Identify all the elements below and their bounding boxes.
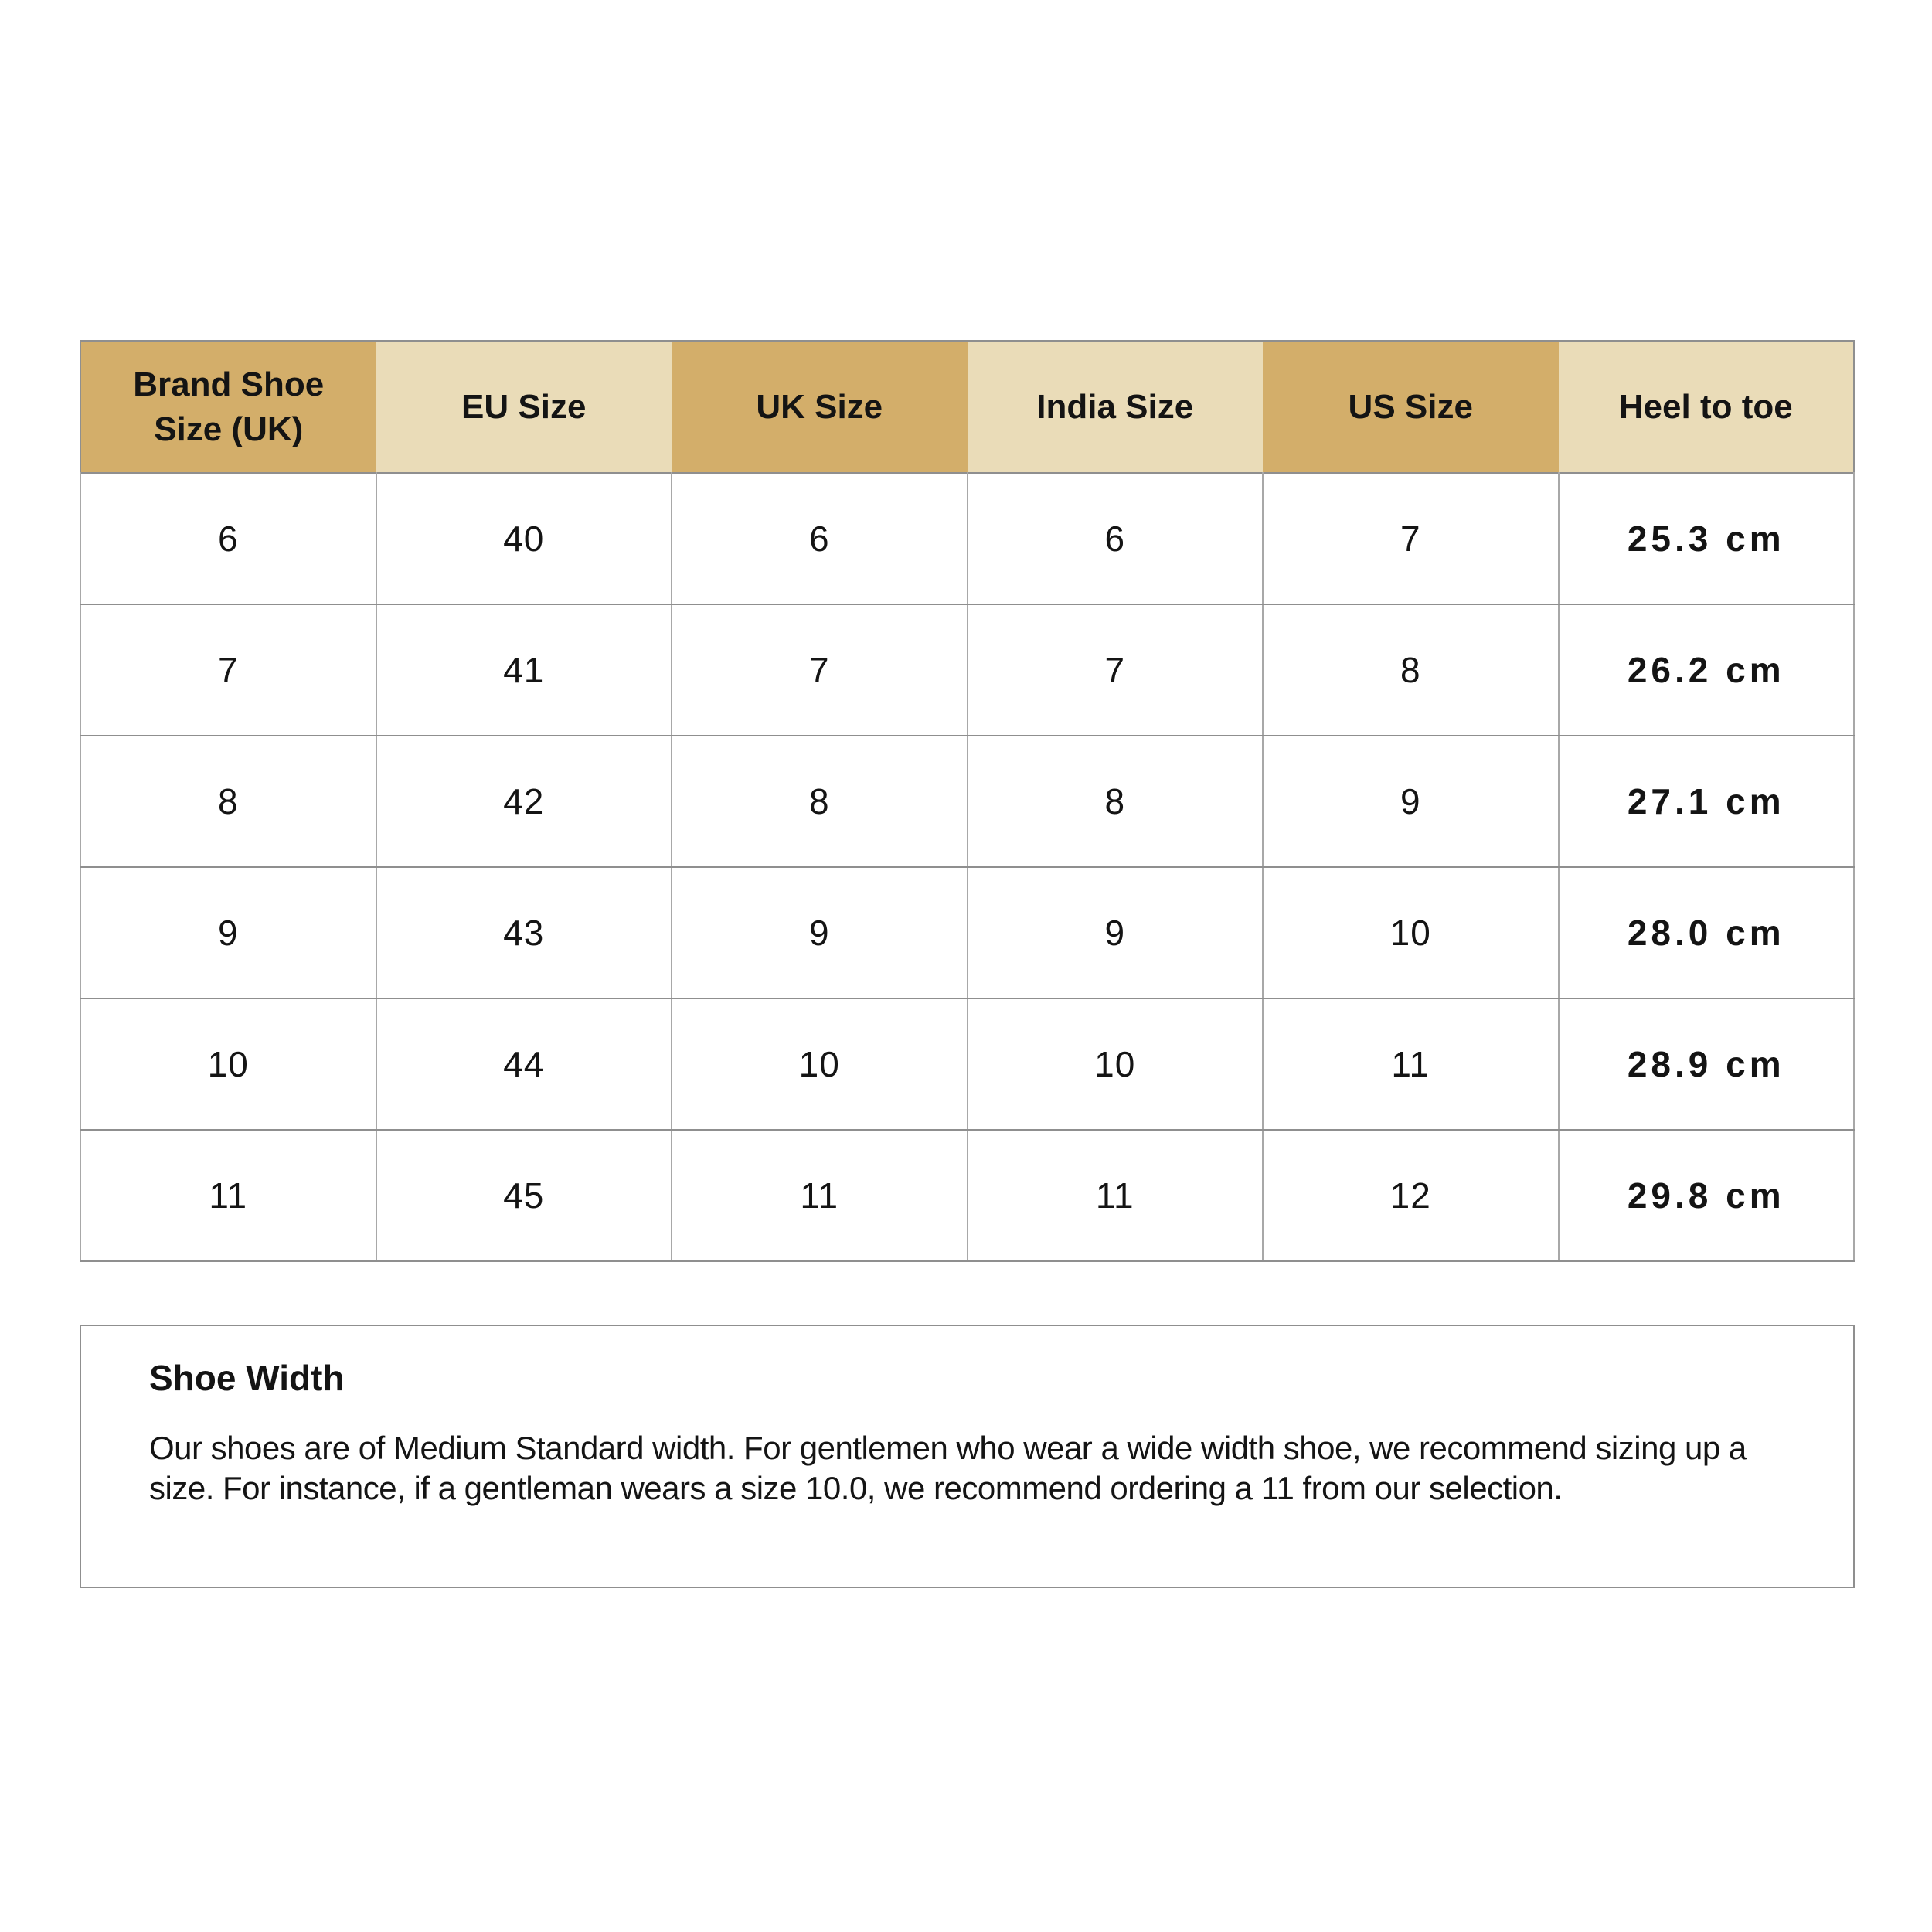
header-brand-shoe-size-uk: Brand Shoe Size (UK) (80, 341, 376, 473)
table-row (80, 1130, 1854, 1261)
shoe-width-note-box (80, 1325, 1855, 1588)
cell-india: 11 (968, 1130, 1264, 1261)
cell-uk: 9 (672, 867, 968, 998)
table-row (80, 473, 1854, 604)
cell-eu: 41 (376, 604, 672, 736)
header-uk-size: UK Size (672, 341, 968, 473)
shoe-width-title: Shoe Width (149, 1358, 345, 1398)
table-row (80, 867, 1854, 998)
header-us-size: US Size (1263, 341, 1559, 473)
cell-brand-uk: 6 (80, 473, 376, 604)
cell-us: 7 (1263, 473, 1559, 604)
table-row (80, 736, 1854, 867)
cell-uk: 10 (672, 998, 968, 1130)
cell-india: 7 (968, 604, 1264, 736)
cell-brand-uk: 10 (80, 998, 376, 1130)
cell-heel-to-toe: 27.1 cm (1559, 736, 1855, 867)
cell-us: 11 (1263, 998, 1559, 1130)
shoe-width-text: Our shoes are of Medium Standard width. For gentlemen who wear a wide width shoe, we recommend sizing up a size. For instance, if a gentleman wears a size 10.0, we recommend ordering a 11 from our selection. (149, 1430, 1747, 1506)
cell-heel-to-toe: 28.0 cm (1559, 867, 1855, 998)
cell-us: 10 (1263, 867, 1559, 998)
cell-heel-to-toe: 29.8 cm (1559, 1130, 1855, 1261)
header-india-size: India Size (968, 341, 1264, 473)
cell-eu: 44 (376, 998, 672, 1130)
cell-india: 8 (968, 736, 1264, 867)
cell-uk: 6 (672, 473, 968, 604)
cell-us: 9 (1263, 736, 1559, 867)
cell-india: 9 (968, 867, 1264, 998)
cell-uk: 8 (672, 736, 968, 867)
cell-us: 12 (1263, 1130, 1559, 1261)
cell-uk: 11 (672, 1130, 968, 1261)
cell-uk: 7 (672, 604, 968, 736)
shoe-size-conversion-table (80, 340, 1855, 1262)
cell-us: 8 (1263, 604, 1559, 736)
table-header-row (80, 341, 1854, 473)
header-eu-size: EU Size (376, 341, 672, 473)
header-heel-to-toe: Heel to toe (1559, 341, 1855, 473)
cell-eu: 42 (376, 736, 672, 867)
cell-brand-uk: 8 (80, 736, 376, 867)
cell-brand-uk: 7 (80, 604, 376, 736)
table-row (80, 998, 1854, 1130)
cell-eu: 45 (376, 1130, 672, 1261)
cell-india: 10 (968, 998, 1264, 1130)
cell-eu: 40 (376, 473, 672, 604)
cell-brand-uk: 11 (80, 1130, 376, 1261)
cell-heel-to-toe: 26.2 cm (1559, 604, 1855, 736)
cell-eu: 43 (376, 867, 672, 998)
cell-brand-uk: 9 (80, 867, 376, 998)
cell-heel-to-toe: 28.9 cm (1559, 998, 1855, 1130)
table-row (80, 604, 1854, 736)
cell-india: 6 (968, 473, 1264, 604)
cell-heel-to-toe: 25.3 cm (1559, 473, 1855, 604)
